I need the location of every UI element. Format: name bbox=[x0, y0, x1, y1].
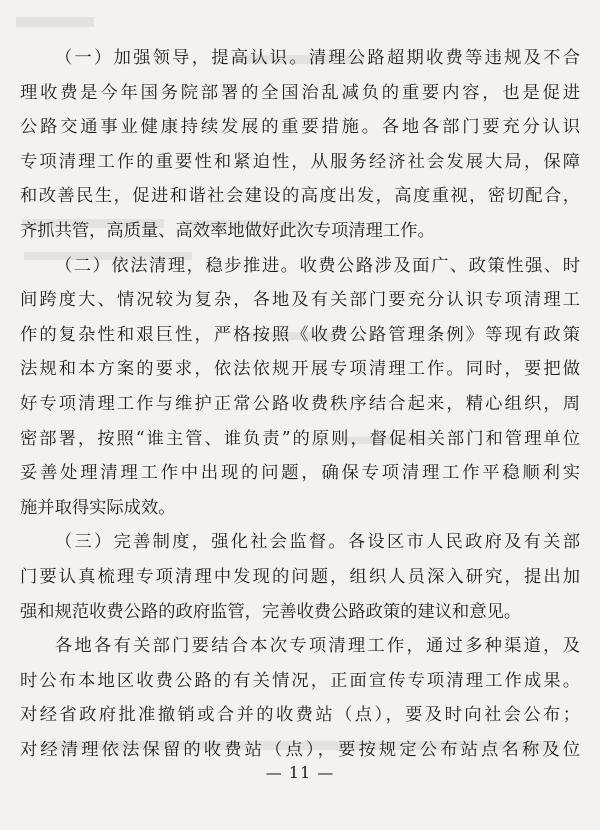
paragraph-line: 公路交通事业健康持续发展的重要措施。各地各部门要充分认识 bbox=[20, 117, 580, 138]
paragraph-line: （二）依法清理，稳步推进。收费公路涉及面广、政策性强、时 bbox=[55, 255, 580, 276]
paragraph-line: 理收费是今年国务院部署的全国治乱减负的重要内容，也是促进 bbox=[20, 82, 580, 103]
paragraph-line: 各地各有关部门要结合本次专项清理工作，通过多种渠道，及 bbox=[55, 636, 580, 657]
paragraph-line: 时公布本地区收费公路的有关情况，正面宣传专项清理工作成果。 bbox=[20, 670, 580, 691]
paragraph-line: 对经省政府批准撤销或合并的收费站（点），要及时向社会公布； bbox=[20, 705, 580, 726]
paragraph-line: 和改善民生，促进和谐社会建设的高度出发，高度重视，密切配合， bbox=[20, 186, 580, 207]
paragraph-line: 法规和本方案的要求，依法依规开展专项清理工作。同时，要把做 bbox=[20, 359, 580, 380]
paragraph-line: 对经清理依法保留的收费站（点），要按规定公布站点名称及位 bbox=[20, 739, 580, 760]
paragraph-line: 作的复杂性和艰巨性，严格按照《收费公路管理条例》等现有政策 bbox=[20, 324, 580, 345]
page-number: — 11 — bbox=[265, 763, 335, 782]
paragraph-line: 密部署，按照“谁主管、谁负责”的原则，督促相关部门和管理单位 bbox=[20, 428, 580, 449]
paragraph-line: 施并取得实际成效。 bbox=[20, 497, 176, 518]
paragraph-line: 强和规范收费公路的政府监管，完善收费公路政策的建议和意见。 bbox=[20, 601, 522, 622]
paragraph-line: （一）加强领导，提高认识。清理公路超期收费等违规及不合 bbox=[55, 48, 580, 68]
paragraph-line: 妥善处理清理工作中出现的问题，确保专项清理工作平稳顺利实 bbox=[20, 463, 580, 484]
paragraph-line: 间跨度大、情况较为复杂，各地及有关部门要充分认识专项清理工 bbox=[20, 290, 580, 311]
paragraph-line: 好专项清理工作与维护正常公路收费秩序结合起来，精心组织，周 bbox=[20, 393, 580, 414]
paragraph-line: 齐抓共管，高质量、高效率地做好此次专项清理工作。 bbox=[20, 220, 435, 241]
paragraph-line: （三）完善制度，强化社会监督。各设区市人民政府及有关部 bbox=[55, 532, 580, 553]
document-body bbox=[20, 41, 580, 767]
paragraph-line: 门要认真梳理专项清理中发现的问题，组织人员深入研究，提出加 bbox=[20, 566, 580, 587]
paragraph-line: 专项清理工作的重要性和紧迫性，从服务经济社会发展大局，保障 bbox=[20, 151, 580, 172]
